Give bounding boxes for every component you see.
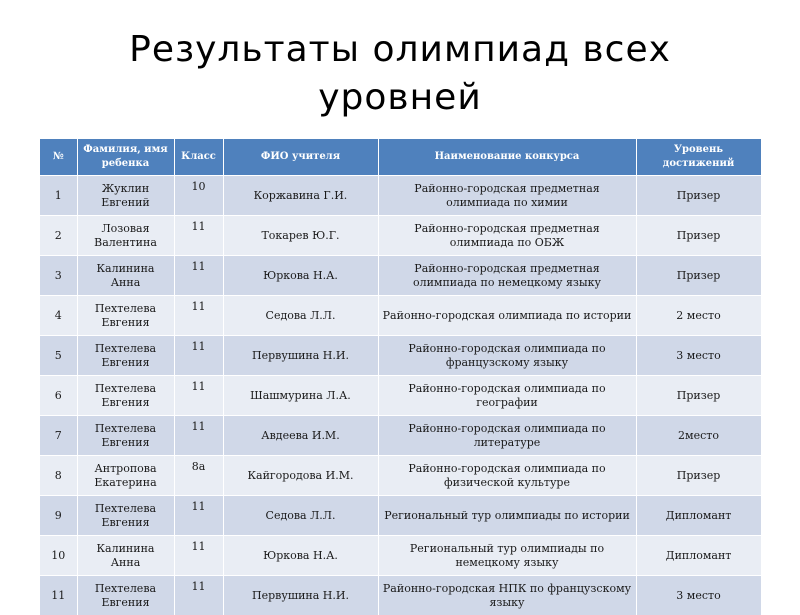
cell-class: 11 bbox=[174, 296, 223, 336]
table-body bbox=[40, 176, 761, 615]
table-row bbox=[40, 536, 761, 576]
cell-num: 5 bbox=[40, 336, 77, 376]
cell-level: 3 место bbox=[636, 336, 761, 376]
table-header-row bbox=[40, 139, 761, 176]
cell-contest: Районно-городская олимпиада по французскому языку bbox=[378, 336, 636, 376]
cell-name: Калинина Анна bbox=[77, 256, 174, 296]
cell-class: 11 bbox=[174, 256, 223, 296]
cell-num: 8 bbox=[40, 456, 77, 496]
cell-level: Призер bbox=[636, 176, 761, 216]
cell-teacher: Коржавина Г.И. bbox=[223, 176, 378, 216]
cell-level: 2 место bbox=[636, 296, 761, 336]
cell-num: 2 bbox=[40, 216, 77, 256]
header-num: № bbox=[40, 139, 77, 176]
table-row bbox=[40, 296, 761, 336]
cell-num: 1 bbox=[40, 176, 77, 216]
cell-class: 11 bbox=[174, 216, 223, 256]
cell-contest: Региональный тур олимпиады по немецкому языку bbox=[378, 536, 636, 576]
table-row bbox=[40, 176, 761, 216]
cell-level: Призер bbox=[636, 256, 761, 296]
cell-teacher: Токарев Ю.Г. bbox=[223, 216, 378, 256]
table-row bbox=[40, 336, 761, 376]
cell-name: Пехтелева Евгения bbox=[77, 576, 174, 615]
cell-contest: Районно-городская олимпиада по физической культуре bbox=[378, 456, 636, 496]
table-row bbox=[40, 256, 761, 296]
cell-teacher: Седова Л.Л. bbox=[223, 296, 378, 336]
page-title bbox=[0, 26, 800, 122]
table-row bbox=[40, 576, 761, 615]
cell-level: Призер bbox=[636, 216, 761, 256]
cell-contest: Районно-городская олимпиада по литературе bbox=[378, 416, 636, 456]
cell-teacher: Седова Л.Л. bbox=[223, 496, 378, 536]
table-row bbox=[40, 416, 761, 456]
cell-level: 3 место bbox=[636, 576, 761, 615]
header-level: Уровень достижений bbox=[636, 139, 761, 176]
cell-level: Дипломант bbox=[636, 536, 761, 576]
cell-class: 11 bbox=[174, 336, 223, 376]
table-row bbox=[40, 456, 761, 496]
cell-teacher: Юркова Н.А. bbox=[223, 536, 378, 576]
cell-name: Калинина Анна bbox=[77, 536, 174, 576]
header-teacher: ФИО учителя bbox=[223, 139, 378, 176]
cell-num: 11 bbox=[40, 576, 77, 615]
cell-name: Пехтелева Евгения bbox=[77, 376, 174, 416]
cell-num: 4 bbox=[40, 296, 77, 336]
cell-teacher: Авдеева И.М. bbox=[223, 416, 378, 456]
cell-class: 8а bbox=[174, 456, 223, 496]
cell-teacher: Шашмурина Л.А. bbox=[223, 376, 378, 416]
table-row bbox=[40, 216, 761, 256]
cell-name: Пехтелева Евгения bbox=[77, 416, 174, 456]
cell-num: 7 bbox=[40, 416, 77, 456]
cell-num: 3 bbox=[40, 256, 77, 296]
cell-name: Жуклин Евгений bbox=[77, 176, 174, 216]
cell-class: 11 bbox=[174, 496, 223, 536]
cell-teacher: Юркова Н.А. bbox=[223, 256, 378, 296]
results-table bbox=[40, 139, 762, 615]
cell-name: Антропова Екатерина bbox=[77, 456, 174, 496]
cell-teacher: Первушина Н.И. bbox=[223, 336, 378, 376]
cell-teacher: Кайгородова И.М. bbox=[223, 456, 378, 496]
cell-class: 10 bbox=[174, 176, 223, 216]
cell-level: Призер bbox=[636, 376, 761, 416]
cell-level: 2место bbox=[636, 416, 761, 456]
cell-contest: Районно-городская олимпиада по географии bbox=[378, 376, 636, 416]
cell-class: 11 bbox=[174, 416, 223, 456]
cell-contest: Районно-городская НПК по французскому языку bbox=[378, 576, 636, 615]
page-title-line-1: Результаты олимпиад всех bbox=[0, 26, 800, 74]
table-row bbox=[40, 376, 761, 416]
cell-class: 11 bbox=[174, 536, 223, 576]
cell-class: 11 bbox=[174, 576, 223, 615]
cell-level: Дипломант bbox=[636, 496, 761, 536]
header-class: Класс bbox=[174, 139, 223, 176]
cell-name: Лозовая Валентина bbox=[77, 216, 174, 256]
cell-teacher: Первушина Н.И. bbox=[223, 576, 378, 615]
cell-contest: Районно-городская предметная олимпиада по ОБЖ bbox=[378, 216, 636, 256]
cell-contest: Региональный тур олимпиады по истории bbox=[378, 496, 636, 536]
cell-num: 10 bbox=[40, 536, 77, 576]
cell-name: Пехтелева Евгения bbox=[77, 496, 174, 536]
cell-class: 11 bbox=[174, 376, 223, 416]
cell-name: Пехтелева Евгения bbox=[77, 336, 174, 376]
header-name: Фамилия, имя ребенка bbox=[77, 139, 174, 176]
page-title-line-2: уровней bbox=[0, 74, 800, 122]
cell-contest: Районно-городская предметная олимпиада по немецкому языку bbox=[378, 256, 636, 296]
table-row bbox=[40, 496, 761, 536]
cell-name: Пехтелева Евгения bbox=[77, 296, 174, 336]
cell-num: 6 bbox=[40, 376, 77, 416]
cell-level: Призер bbox=[636, 456, 761, 496]
cell-num: 9 bbox=[40, 496, 77, 536]
cell-contest: Районно-городская предметная олимпиада по химии bbox=[378, 176, 636, 216]
cell-contest: Районно-городская олимпиада по истории bbox=[378, 296, 636, 336]
header-contest: Наименование конкурса bbox=[378, 139, 636, 176]
